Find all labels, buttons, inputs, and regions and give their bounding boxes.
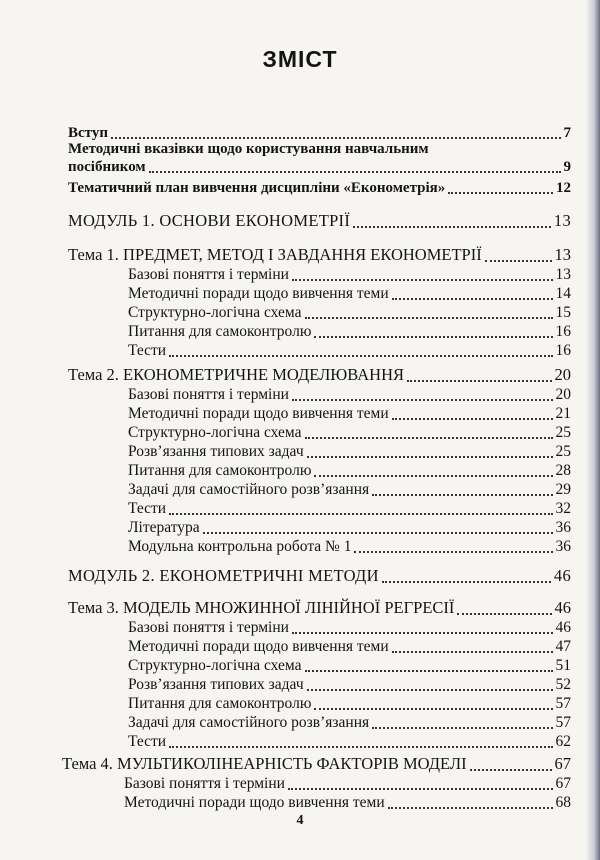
leader-dots: [169, 513, 552, 515]
toc-entry-text: Методичні поради щодо вивчення теми: [128, 638, 389, 655]
toc-entry-page: 46: [555, 619, 571, 636]
leader-dots: [372, 727, 552, 729]
toc-entry-page: 67: [555, 775, 571, 792]
toc-entry-text: Питання для самоконтролю: [128, 462, 312, 479]
toc-entry-text: Тема 2. ЕКОНОМЕТРИЧНЕ МОДЕЛЮВАННЯ: [68, 365, 404, 384]
toc-topic-3[interactable]: [68, 598, 571, 618]
toc-subentry[interactable]: [124, 792, 571, 812]
leader-dots: [314, 708, 552, 710]
toc-subentry[interactable]: [128, 479, 571, 499]
toc-topic-1[interactable]: [68, 245, 571, 265]
toc-subentry[interactable]: [128, 460, 571, 480]
toc-subentry[interactable]: [128, 441, 571, 461]
toc-entry-text: Тема 1. ПРЕДМЕТ, МЕТОД І ЗАВДАННЯ ЕКОНОМЕТРІЇ: [68, 245, 482, 264]
toc-subentry[interactable]: [128, 655, 571, 675]
toc-entry-page: 15: [555, 304, 571, 321]
toc-entry-text: Базові поняття і терміни: [128, 619, 289, 636]
toc-topic-4[interactable]: [62, 754, 571, 774]
leader-dots: [457, 613, 551, 615]
toc-entry-page: 47: [555, 638, 571, 655]
leader-dots: [169, 355, 552, 357]
toc-entry-text: Тести: [128, 500, 167, 517]
toc-entry-text: Методичні поради щодо вивчення теми: [128, 285, 389, 302]
toc-entry-text: Структурно-логічна схема: [128, 304, 302, 321]
leader-dots: [169, 746, 552, 748]
toc-entry-text: Базові поняття і терміни: [128, 266, 289, 283]
leader-dots: [448, 192, 553, 194]
toc-entry-page: 51: [555, 657, 571, 674]
toc-entry-page: 46: [554, 598, 571, 617]
page-title: ЗМІСТ: [262, 46, 338, 72]
toc-entry-text: Вступ: [68, 125, 108, 141]
leader-dots: [305, 317, 553, 319]
leader-dots: [392, 651, 553, 653]
toc-entry-page: 28: [555, 462, 571, 479]
toc-subentry[interactable]: [128, 422, 571, 442]
toc-entry-text: Тема 4. МУЛЬТИКОЛІНЕАРНІСТЬ ФАКТОРІВ МОДЕЛІ: [62, 754, 467, 773]
leader-dots: [382, 581, 551, 583]
toc-entry-intro[interactable]: [68, 122, 571, 142]
leader-dots: [354, 551, 552, 553]
toc-subentry[interactable]: [128, 693, 571, 713]
toc-entry-text: Тематичний план вивчення дисципліни «Економетрія»: [68, 180, 446, 196]
toc-subentry[interactable]: [128, 536, 571, 556]
leader-dots: [307, 456, 553, 458]
page-edge-shadow: [586, 0, 600, 860]
leader-dots: [307, 689, 553, 691]
toc-entry-page: 62: [555, 733, 571, 750]
toc-entry-text: Розв’язання типових задач: [128, 443, 304, 460]
toc-subentry[interactable]: [128, 731, 571, 751]
toc-topic-2[interactable]: [68, 365, 571, 385]
leader-dots: [314, 336, 552, 338]
leader-dots: [305, 670, 553, 672]
toc-entry-page: 7: [563, 125, 571, 141]
toc-subentry[interactable]: [124, 773, 571, 793]
leader-dots: [305, 437, 553, 439]
toc-entry-text: Методичні поради щодо вивчення теми: [128, 405, 389, 422]
toc-entry-text: Розв’язання типових задач: [128, 676, 304, 693]
toc-subentry[interactable]: [128, 264, 571, 284]
toc-entry-text: Задачі для самостійного розв’язання: [128, 481, 370, 498]
toc-entry-page: 13: [553, 211, 571, 230]
toc-entry-text: Тести: [128, 733, 167, 750]
toc-entry-page: 13: [555, 266, 571, 283]
toc-entry-page: 52: [555, 676, 571, 693]
toc-entry-page: 67: [554, 754, 571, 773]
toc-entry-guidelines-line1[interactable]: Методичні вказівки щодо користування навчальним: [68, 141, 429, 157]
toc-entry-page: 57: [555, 695, 571, 712]
leader-dots: [407, 380, 552, 382]
toc-entry-text: Структурно-логічна схема: [128, 424, 302, 441]
leader-dots: [292, 399, 553, 401]
toc-entry-page: 32: [555, 500, 571, 517]
toc-subentry[interactable]: [128, 517, 571, 537]
leader-dots: [111, 137, 561, 139]
leader-dots: [485, 260, 552, 262]
toc-subentry[interactable]: [128, 321, 571, 341]
toc-entry-page: 25: [555, 424, 571, 441]
toc-entry-page: 16: [555, 342, 571, 359]
toc-entry-page: 46: [553, 566, 571, 585]
toc-subentry[interactable]: [128, 617, 571, 637]
toc-entry-page: 68: [555, 794, 571, 811]
toc-entry-page: 57: [555, 714, 571, 731]
toc-subentry[interactable]: [128, 674, 571, 694]
toc-module-2[interactable]: [68, 566, 571, 586]
toc-entry-guidelines[interactable]: [68, 156, 571, 176]
toc-subentry[interactable]: [128, 712, 571, 732]
toc-module-1[interactable]: [68, 211, 571, 231]
toc-subentry[interactable]: [128, 302, 571, 322]
leader-dots: [314, 475, 552, 477]
leader-dots: [149, 171, 561, 173]
toc-entry-text: МОДУЛЬ 1. ОСНОВИ ЕКОНОМЕТРІЇ: [68, 211, 351, 230]
leader-dots: [372, 494, 552, 496]
toc-entry-page: 20: [554, 365, 571, 384]
toc-subentry[interactable]: [128, 384, 571, 404]
toc-entry-text: Модульна контрольна робота № 1: [128, 538, 352, 555]
toc-entry-page: 36: [555, 538, 571, 555]
toc-subentry[interactable]: [128, 340, 571, 360]
leader-dots: [470, 769, 552, 771]
toc-subentry[interactable]: [128, 403, 571, 423]
leader-dots: [353, 226, 551, 228]
toc-entry-text: Базові поняття і терміни: [128, 386, 289, 403]
toc-entry-text: Питання для самоконтролю: [128, 323, 312, 340]
toc-entry-text: Питання для самоконтролю: [128, 695, 312, 712]
leader-dots: [203, 532, 553, 534]
leader-dots: [292, 632, 553, 634]
toc-subentry[interactable]: [128, 283, 571, 303]
toc-entry-text: Методичні поради щодо вивчення теми: [124, 794, 385, 811]
toc-entry-text: Тема 3. МОДЕЛЬ МНОЖИННОЇ ЛІНІЙНОЇ РЕГРЕСІЇ: [68, 598, 455, 617]
toc-subentry[interactable]: [128, 498, 571, 518]
toc-entry-page: 36: [555, 519, 571, 536]
toc-entry-text: посібником: [68, 159, 146, 175]
leader-dots: [392, 418, 553, 420]
toc-entry-page: 14: [555, 285, 571, 302]
toc-entry-text: Структурно-логічна схема: [128, 657, 302, 674]
toc-entry-text: МОДУЛЬ 2. ЕКОНОМЕТРИЧНІ МЕТОДИ: [68, 566, 379, 585]
toc-entry-page: 9: [563, 159, 571, 175]
toc-entry-text: Тести: [128, 342, 167, 359]
toc-entry-page: 20: [555, 386, 571, 403]
toc-subentry[interactable]: [128, 636, 571, 656]
toc-entry-page: 29: [555, 481, 571, 498]
toc-entry-page: 13: [554, 245, 571, 264]
leader-dots: [388, 807, 553, 809]
toc-entry-page: 12: [556, 180, 571, 196]
toc-entry-page: 16: [555, 323, 571, 340]
leader-dots: [288, 788, 553, 790]
page-number: 4: [296, 813, 304, 828]
leader-dots: [392, 298, 553, 300]
toc-entry-text: Література: [128, 519, 200, 536]
toc-entry-page: 25: [555, 443, 571, 460]
toc-entry-text: Базові поняття і терміни: [124, 775, 285, 792]
toc-entry-text: Задачі для самостійного розв’язання: [128, 714, 370, 731]
toc-entry-page: 21: [555, 405, 571, 422]
toc-entry-thematic-plan[interactable]: [68, 177, 571, 197]
leader-dots: [292, 279, 553, 281]
